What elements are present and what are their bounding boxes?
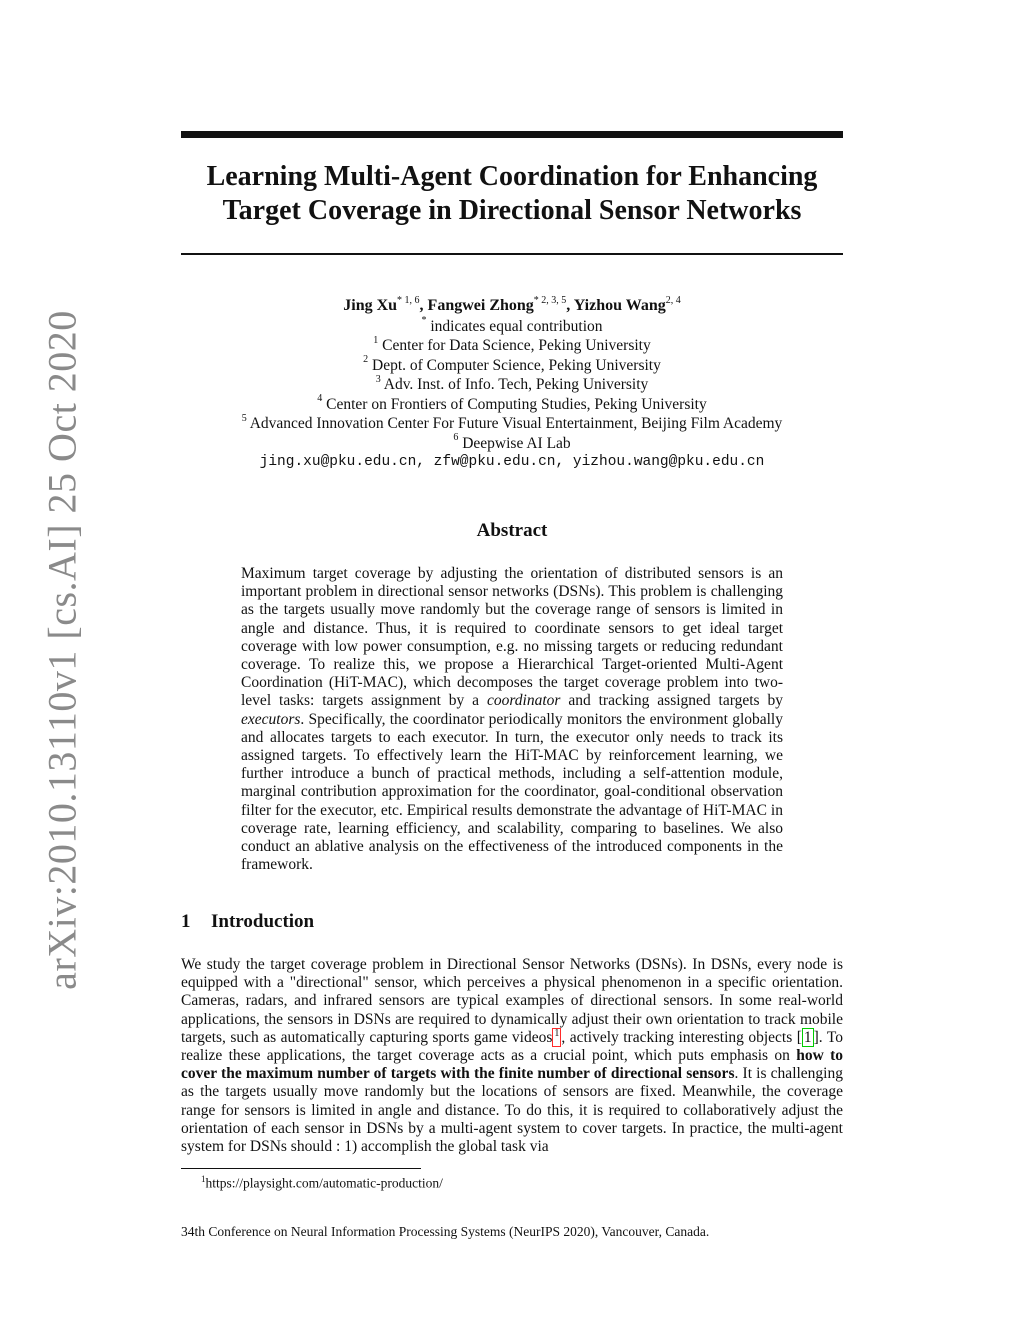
equal-mark: * bbox=[421, 315, 427, 327]
intro-text: , actively tracking interesting objects [ bbox=[561, 1028, 802, 1046]
footnote-rule bbox=[181, 1168, 421, 1169]
intro-bold-text: how to cover the maximum number of targets with the finite number of directional sensors bbox=[181, 1047, 843, 1083]
affiliation bbox=[181, 375, 843, 395]
abstract-emphasis: executors bbox=[241, 710, 301, 728]
abstract-text bbox=[241, 565, 783, 874]
abstract-emphasis: coordinator bbox=[486, 692, 561, 710]
author-name: Yizhou Wang bbox=[573, 297, 666, 314]
author-separator: , bbox=[566, 297, 574, 314]
affiliation bbox=[181, 356, 843, 376]
title-top-rule bbox=[181, 131, 843, 138]
footnote-mark: 1 bbox=[201, 1174, 206, 1184]
footnote-url[interactable]: https://playsight.com/automatic-production/ bbox=[205, 1175, 443, 1191]
affiliation-num: 2 bbox=[363, 354, 369, 366]
intro-text: . It is challenging as the targets usually move randomly but the locations of sensors are fixed. Meanwhile, the coverage range for sensors is limited in angle and distance. To do this, it is required to collaboratively adjust the orientation of each sensor in DSNs by a multi-agent system to cover targets. In practice, the multi-agent system for DSNs should : 1) accomplish the global task via bbox=[181, 1065, 843, 1156]
affiliation-num: 3 bbox=[375, 373, 381, 385]
section-title: Introduction bbox=[211, 911, 315, 932]
author-block bbox=[181, 296, 843, 473]
affiliation bbox=[181, 395, 843, 415]
affiliation-num: 6 bbox=[453, 432, 459, 444]
affiliation-text: Center on Frontiers of Computing Studies, Peking University bbox=[326, 395, 707, 413]
author-name: Jing Xu bbox=[343, 297, 398, 314]
affiliation-text: Deepwise AI Lab bbox=[462, 434, 571, 452]
arxiv-side-stamp: arXiv:2010.13110v1 [cs.AI] 25 Oct 2020 bbox=[39, 310, 85, 990]
affiliation-num: 1 bbox=[373, 334, 379, 346]
title-bottom-rule bbox=[181, 253, 843, 255]
title-line-2: Target Coverage in Directional Sensor Networks bbox=[222, 195, 802, 226]
affiliation bbox=[181, 336, 843, 356]
author-separator: , bbox=[419, 297, 428, 314]
abstract-part: and tracking assigned targets by bbox=[560, 692, 783, 710]
abstract-heading: Abstract bbox=[476, 520, 548, 541]
equal-note-text: indicates equal contribution bbox=[430, 317, 603, 335]
affiliation-text: Adv. Inst. of Info. Tech, Peking University bbox=[383, 376, 649, 393]
section-number: 1 bbox=[181, 911, 191, 932]
affiliation bbox=[181, 434, 843, 454]
equal-contribution-note bbox=[181, 317, 843, 337]
affiliation-num: 5 bbox=[241, 412, 247, 424]
author-emails: jing.xu@pku.edu.cn, zfw@pku.edu.cn, yizhou.wang@pku.edu.cn bbox=[259, 454, 765, 470]
citation-link[interactable]: 1 bbox=[803, 1028, 812, 1046]
section-heading bbox=[181, 911, 314, 933]
affiliation bbox=[181, 414, 843, 434]
affiliation-text: Advanced Innovation Center For Future Visual Entertainment, Beijing Film Academy bbox=[249, 415, 783, 432]
venue-note: 34th Conference on Neural Information Processing Systems (NeurIPS 2020), Vancouver, Canada. bbox=[181, 1224, 710, 1239]
author-affil-sup: * 1, 6 bbox=[397, 294, 420, 306]
author-name: Fangwei Zhong bbox=[427, 297, 534, 314]
abstract-part: . Specifically, the coordinator periodically monitors the environment globally and allocates targets to each executor. In turn, the executor only needs to track its assigned targets. To effectively learn the HiT-MAC by reinforcement learning, we further introduce a bunch of practical methods, including a self-attention module, marginal contribution approximation for the coordinator, goal-conditional observation filter for the executor, etc. Empirical results demonstrate the advantage of HiT-MAC in coverage rate, learning efficiency, and scalability, comparing to baselines. We also conduct an ablative analysis on the effectiveness of the introduced components in the framework. bbox=[241, 710, 783, 874]
abstract-part: Maximum target coverage by adjusting the orientation of distributed sensors is an important problem in directional sensor networks (DSNs). This problem is challenging as the targets usually move randomly but the coverage range of sensors is limited in angle and distance. Thus, it is required to coordinate sensors to get ideal target coverage with low power consumption, e.g. no missing targets or reducing redundant coverage. To realize this, we propose a Hierarchical Target-oriented Multi-Agent Coordination (HiT-MAC), which decomposes the target coverage problem into two-level tasks: targets assignment by a bbox=[241, 565, 783, 710]
footnote-ref: 1 bbox=[554, 1027, 560, 1039]
title-line-1: Learning Multi-Agent Coordination for Enhancing bbox=[206, 161, 818, 192]
affiliation-num: 4 bbox=[317, 393, 323, 405]
intro-text: ]. To realize these applications, the target coverage acts as a crucial point, which puts emphasis on bbox=[181, 1028, 843, 1065]
intro-paragraph bbox=[181, 956, 843, 1156]
affiliation-text: Dept. of Computer Science, Peking University bbox=[372, 356, 661, 374]
affiliation-text: Center for Data Science, Peking University bbox=[382, 337, 651, 354]
author-names bbox=[181, 296, 843, 316]
author-affil-sup: 2, 4 bbox=[665, 294, 681, 306]
footnote bbox=[201, 1174, 443, 1192]
intro-text: We study the target coverage problem in Directional Sensor Networks (DSNs). In DSNs, every node is equipped with a "directional" sensor, which perceives a physical phenomenon in a specific orientation. Cameras, radars, and infrared sensors are typical examples of directional sensors. In some real-world applications, the sensors in DSNs are required to dynamically adjust their own orientation to track mobile targets, such as automatically capturing sports game videos bbox=[181, 956, 843, 1046]
author-affil-sup: * 2, 3, 5 bbox=[533, 294, 567, 306]
paper-title bbox=[181, 160, 843, 228]
